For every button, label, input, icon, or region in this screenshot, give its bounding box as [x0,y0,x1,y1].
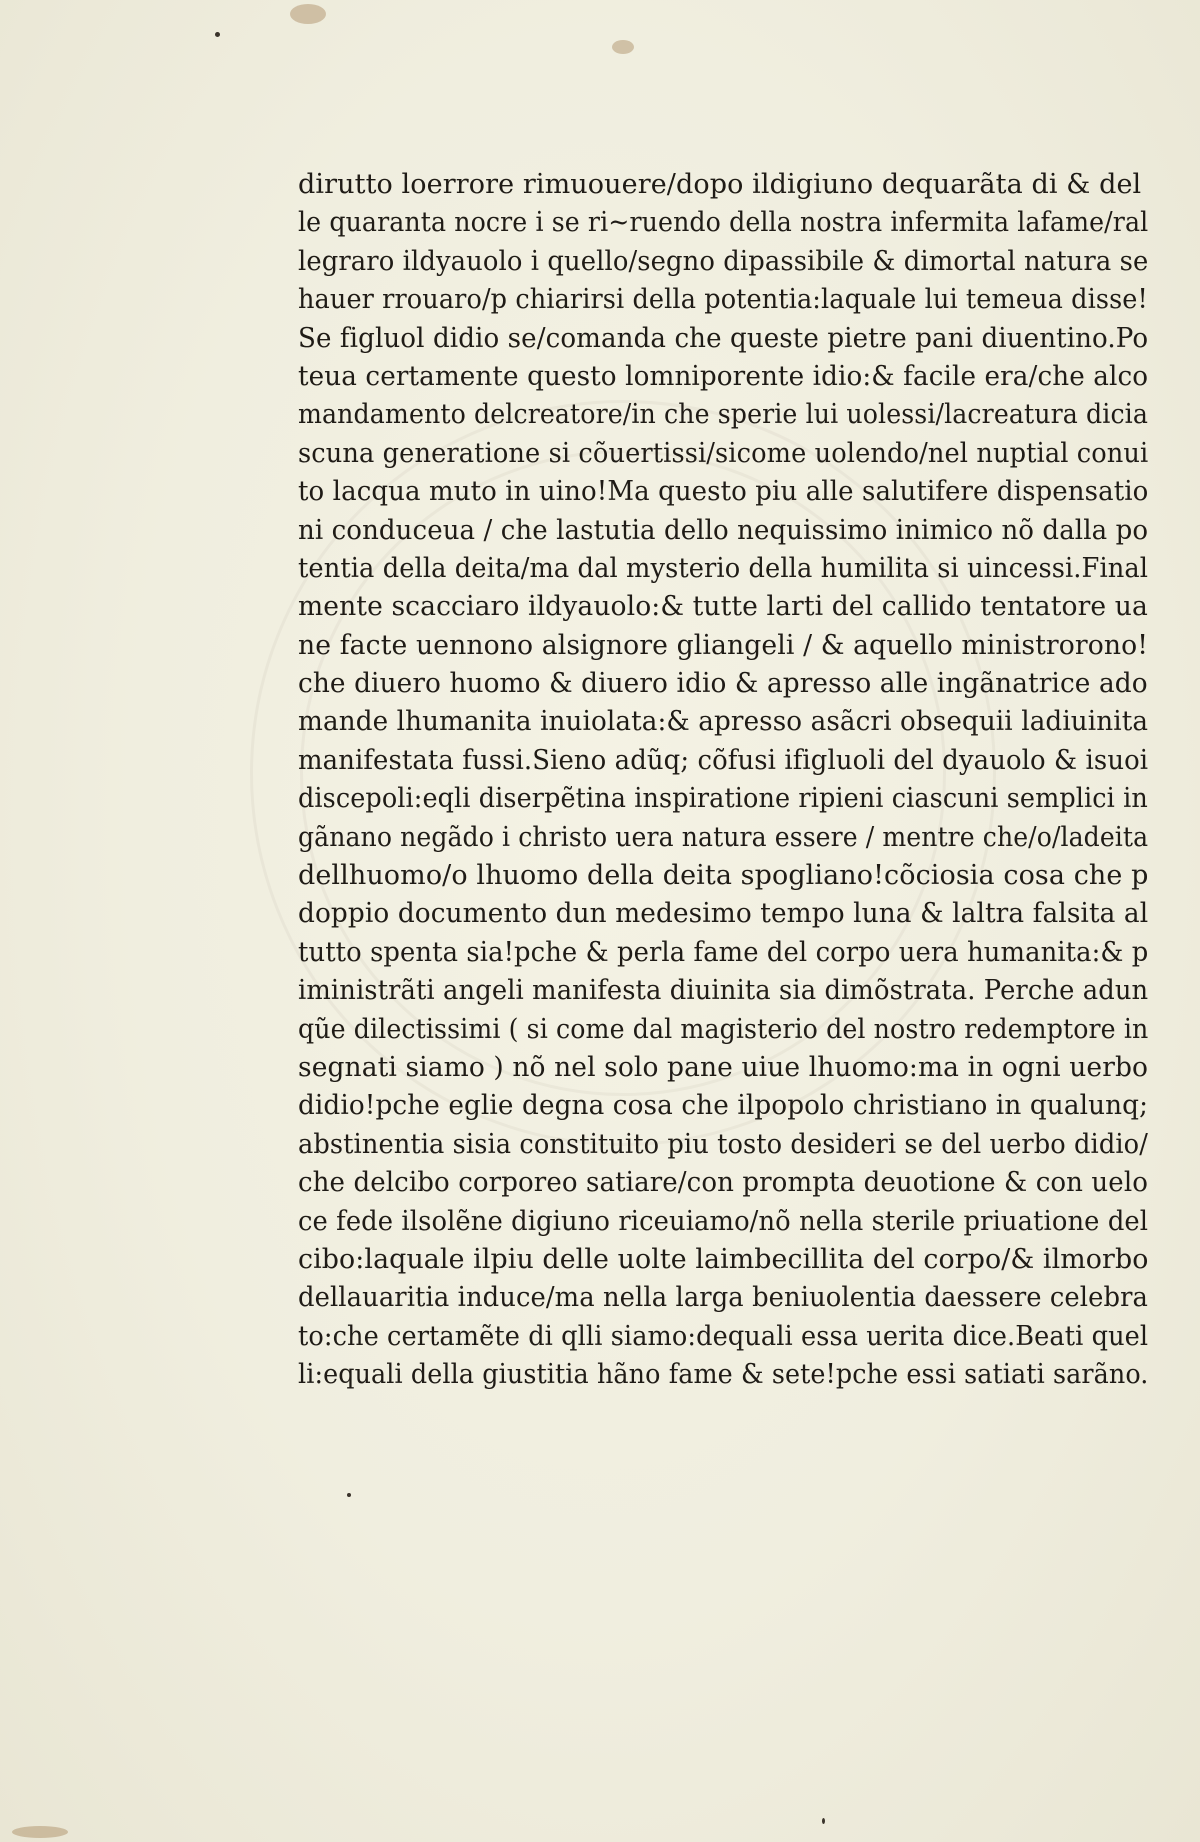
text-line: iministrãti angeli manifesta diuinita sia dimõstrata. Perche adun [298,975,1149,1007]
text-line: dirutto loerrore rimuouere/dopo ildigiuno dequarãta di & del [298,169,1142,200]
text-line: che delcibo corporeo satiare/con prompta deuotione & con uelo [298,1167,1149,1199]
text-line: to lacqua muto in uino!Ma questo piu alle salutifere dispensatio [298,476,1149,508]
paper-stain [12,1826,68,1838]
text-line: mente scacciaro ildyauolo:& tutte larti del callido tentatore ua [298,591,1148,623]
paper-stain [612,40,634,54]
ink-speck [215,32,220,37]
text-line: Se figluol didio se/comanda che queste pietre pani diuentino.Po [298,322,1149,354]
text-line: doppio documento dun medesimo tempo luna & laltra falsita al [298,898,1149,930]
text-line: ni conduceua / che lastutia dello nequissimo inimico nõ dalla po [298,514,1149,546]
text-line: ce fede ilsolẽne digiuno riceuiamo/nõ nella sterile priuatione del [298,1205,1149,1237]
text-line: dellauaritia induce/ma nella larga beniuolentia daessere celebra [298,1282,1148,1314]
text-line: ne facte uennono alsignore gliangeli / & aquello ministrorono! [298,629,1149,661]
text-line: manifestata fussi.Sieno adũq; cõfusi ifigluoli del dyauolo & isuoi [298,744,1149,776]
text-line: cibo:laquale ilpiu delle uolte laimbecillita del corpo/& ilmorbo [298,1243,1149,1275]
text-line: tentia della deita/ma dal mysterio della humilita si uincessi.Final [298,552,1149,584]
text-line: li:equali della giustitia hãno fame & sete!pche essi satiati sarãno. [298,1359,1149,1391]
text-line: che diuero huomo & diuero idio & apresso alle ingãnatrice ado [298,668,1148,700]
text-line: qũe dilectissimi ( si come dal magisterio del nostro redemptore in [298,1013,1149,1045]
text-line: segnati siamo ) nõ nel solo pane uiue lhuomo:ma in ogni uerbo [298,1051,1149,1083]
text-line: teua certamente questo lomniporente idio:& facile era/che alco [298,360,1149,392]
text-line: didio!pche eglie degna cosa che ilpopolo christiano in qualunq; [298,1090,1149,1122]
ink-speck [347,1493,351,1497]
text-line: abstinentia sisia constituito piu tosto desideri se del uerbo didio/ [298,1128,1148,1160]
text-line: scuna generatione si cõuertissi/sicome uolendo/nel nuptial conui [298,437,1149,469]
text-line: dellhuomo/o lhuomo della deita spogliano!cõciosia cosa che p [298,860,1149,892]
text-line: le quaranta nocre i se ri~ruendo della nostra infermita lafame/ral [298,207,1149,239]
text-line: mandamento delcreatore/in che sperie lui uolessi/lacreatura dicia [298,399,1149,431]
text-line: to:che certamẽte di qlli siamo:dequali essa uerita dice.Beati quel [298,1320,1149,1352]
text-line: tutto spenta sia!pche & perla fame del corpo uera humanita:& p [298,936,1149,968]
body-text [298,166,1148,1395]
text-line: discepoli:eqli diserpẽtina inspiratione ripieni ciascuni semplici in [298,783,1148,815]
text-line: gãnano negãdo i christo uera natura essere / mentre che/o/ladeita [298,821,1149,853]
text-line: mande lhumanita inuiolata:& apresso asãcri obsequii ladiuinita [298,706,1149,738]
paper-stain [290,4,326,24]
ink-speck [822,1818,825,1824]
text-line: legraro ildyauolo i quello/segno dipassibile & dimortal natura se [298,245,1149,277]
text-line: hauer rrouaro/p chiarirsi della potentia:laquale lui temeua disse! [298,284,1148,316]
